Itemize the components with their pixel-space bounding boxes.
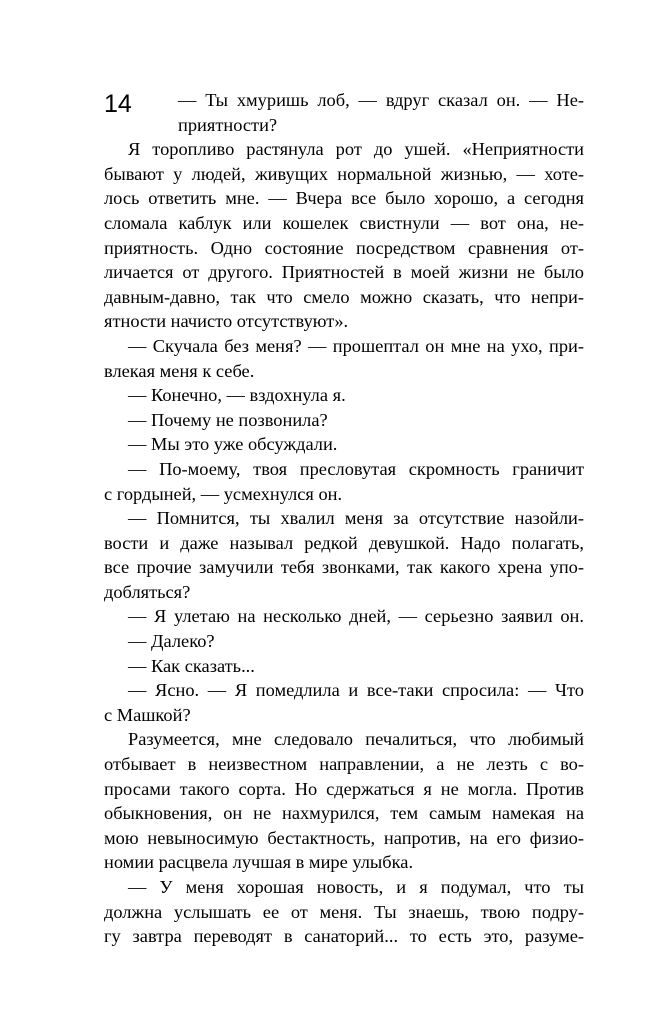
- text-line: — Я улетаю на несколько дней, — серьезно заявил он.: [128, 606, 584, 627]
- text-line: Разумеется, мне следовало печалиться, что любимый: [128, 729, 584, 750]
- text-line: — Ясно. — Я помедлила и все-таки спросила: — Что: [128, 680, 584, 701]
- text-line: ятности начисто отсутствуют».: [104, 311, 349, 332]
- text-line: приятности?: [178, 114, 278, 135]
- text-line: просами такого сорта. Но сдержаться я не могла. Против: [104, 778, 584, 799]
- text-line: — Мы это уже обсуждали.: [128, 434, 338, 455]
- text-line: номии расцвела лучшая в мире улыбка.: [104, 852, 414, 873]
- text-line: — Почему не позвонила?: [128, 409, 328, 430]
- page-number: 14: [104, 90, 132, 118]
- text-line: с гордыней, — усмехнулся он.: [104, 483, 343, 504]
- text-line: с Машкой?: [104, 704, 191, 725]
- text-line: влекая меня к себе.: [104, 360, 255, 381]
- text-line: — Как сказать...: [128, 655, 255, 676]
- text-line: — Ты хмуришь лоб, — вдруг сказал он. — Не-: [178, 90, 584, 110]
- text-line: должна услышать ее от меня. Ты знаешь, твою подру-: [104, 901, 584, 922]
- text-line: Я торопливо растянула рот до ушей. «Неприятности: [128, 139, 584, 160]
- text-line: лось ответить мне. — Вчера все было хорошо, а сегодня: [104, 188, 584, 209]
- text-line: отбывает в неизвестном направлении, а не лезть с во-: [104, 754, 584, 775]
- text-line: давным-давно, так что смело можно сказать, что непри-: [104, 286, 584, 307]
- text-line: гу завтра переводят в санаторий... то есть это, разуме-: [104, 926, 584, 947]
- text-line: — Далеко?: [128, 631, 215, 652]
- page-text: [104, 88, 584, 949]
- text-line: — По-моему, твоя пресловутая скромность граничит: [128, 458, 584, 479]
- text-line: личается от другого. Приятностей в моей жизни не было: [104, 262, 584, 283]
- text-line: мою невыносимую бестактность, напротив, на его физио-: [104, 827, 584, 848]
- text-line: добляться?: [104, 581, 191, 602]
- text-line: — Конечно, — вздохнула я.: [128, 385, 346, 406]
- text-line: сломала каблук или кошелек свистнули — вот она, не-: [104, 212, 584, 233]
- text-line: вости и даже называл редкой девушкой. Надо полагать,: [104, 532, 584, 553]
- text-line: — У меня хорошая новость, и я подумал, что ты: [128, 877, 584, 897]
- text-line: — Скучала без меня? — прошептал он мне на ухо, при-: [128, 335, 584, 356]
- text-line: все прочие замучили тебя звонками, так какого хрена упо-: [104, 557, 584, 578]
- text-line: обыкновения, он не нахмурился, тем самым намекая на: [104, 803, 584, 824]
- text-line: бывают у людей, живущих нормальной жизнью, — хоте-: [104, 163, 584, 184]
- text-line: — Помнится, ты хвалил меня за отсутствие назойли-: [128, 508, 584, 529]
- text-line: приятность. Одно состояние посредством сравнения от-: [104, 237, 584, 258]
